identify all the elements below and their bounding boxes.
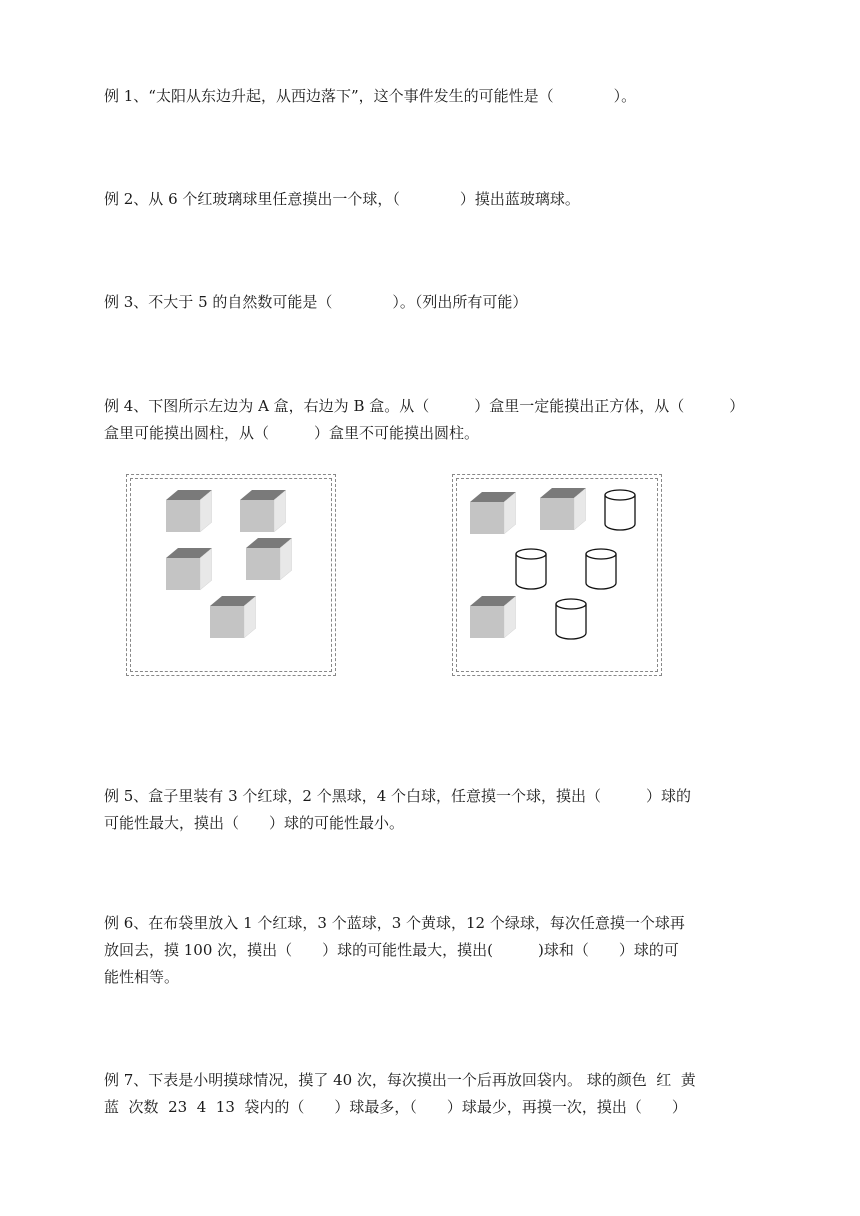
example-5-line-2: 可能性最大，摸出（ ）球的可能性最小。: [104, 814, 405, 832]
example-6-line-1: 例 6、在布袋里放入 1 个红球，3 个蓝球，3 个黄球，12 个绿球，每次任意摸一个球再: [104, 914, 685, 932]
example-6-line-3: 能性相等。: [104, 968, 180, 986]
cylinder-icon: [554, 597, 588, 641]
cube-icon: [166, 546, 212, 592]
cube-icon: [540, 486, 586, 532]
example-5-line-1: 例 5、盒子里装有 3 个红球，2 个黑球，4 个白球，任意摸一个球，摸出（ ）球的: [104, 787, 692, 805]
box-a: [126, 474, 336, 676]
cylinder-icon: [603, 488, 637, 532]
example-2-line-1: 例 2、从 6 个红玻璃球里任意摸出一个球，（ ）摸出蓝玻璃球。: [104, 190, 580, 208]
cylinder-icon: [514, 547, 548, 591]
example-7-line-1: 例 7、下表是小明摸球情况，摸了 40 次，每次摸出一个后再放回袋内。 球的颜色 红 黄: [104, 1071, 696, 1089]
cube-icon: [246, 536, 292, 582]
example-6-line-2: 放回去，摸 100 次，摸出（ ）球的可能性最大，摸出( )球和（ ）球的可: [104, 941, 679, 959]
example-3-line-1: 例 3、不大于 5 的自然数可能是（ ）。（列出所有可能）: [104, 293, 528, 311]
example-7-line-2: 蓝 次数 23 4 13 袋内的（ ）球最多，（ ）球最少，再摸一次，摸出（ ）: [104, 1098, 687, 1116]
cube-icon: [240, 488, 286, 534]
example-4-line-2: 盒里可能摸出圆柱，从（ ）盒里不可能摸出圆柱。: [104, 424, 480, 442]
cube-icon: [210, 594, 256, 640]
cube-icon: [470, 490, 516, 536]
box-b: [452, 474, 662, 676]
cube-icon: [166, 488, 212, 534]
example-4-line-1: 例 4、下图所示左边为 A 盒，右边为 B 盒。从（ ）盒里一定能摸出正方体，从（ ）: [104, 397, 745, 415]
cube-icon: [470, 594, 516, 640]
cylinder-icon: [584, 547, 618, 591]
example-1-line-1: 例 1、“太阳从东边升起，从西边落下”，这个事件发生的可能性是（ ）。: [104, 87, 637, 105]
